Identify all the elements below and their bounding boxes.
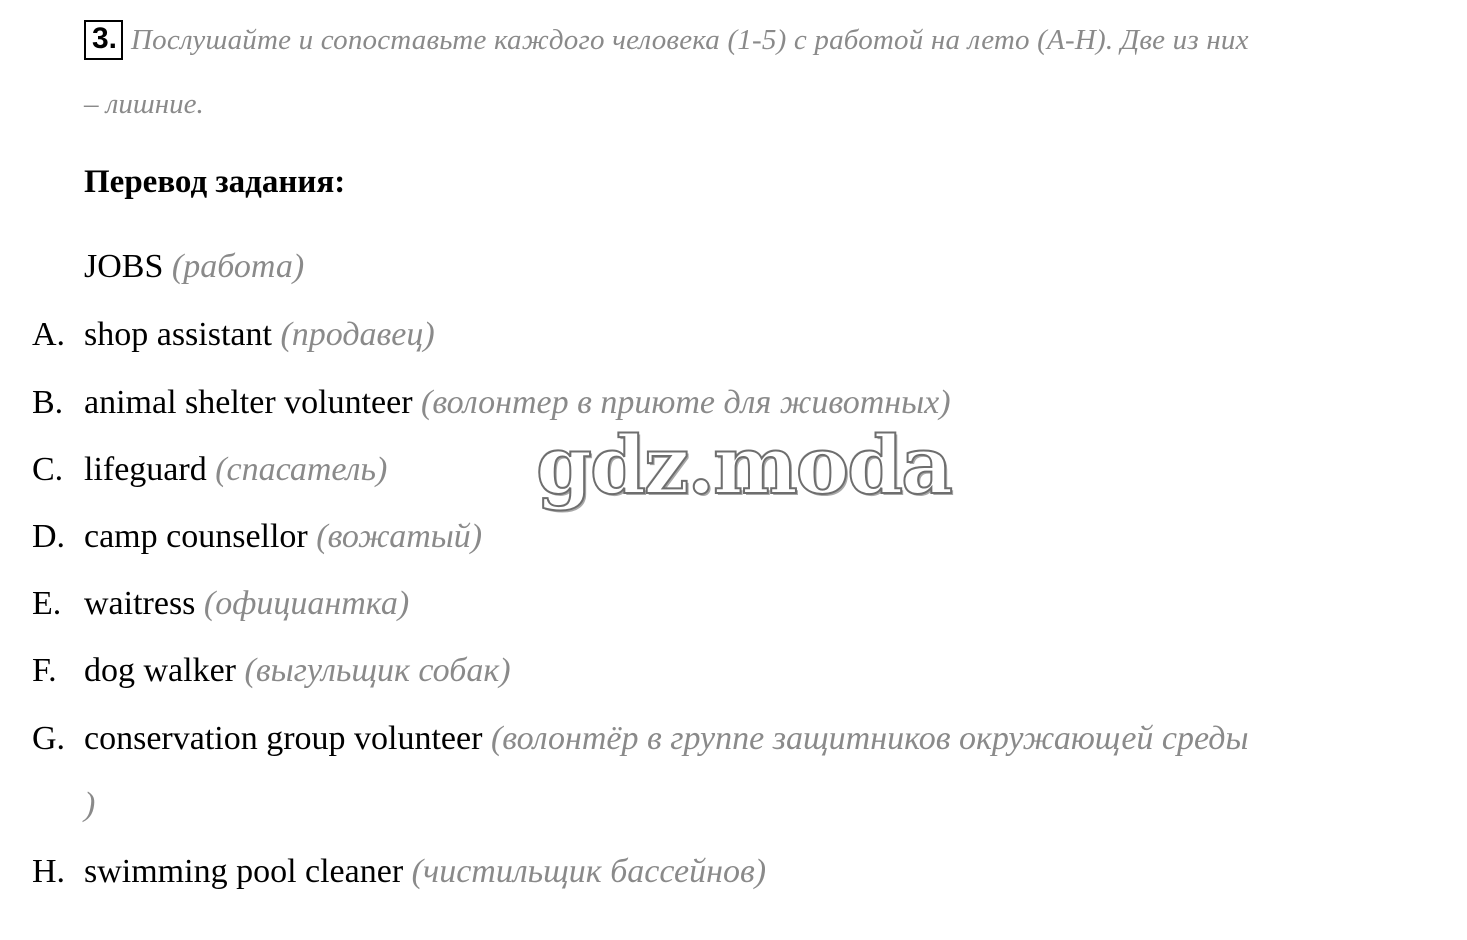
list-item xyxy=(32,720,1248,758)
item-letter: C. xyxy=(32,451,64,488)
item-ru: (чистильщик бассейнов) xyxy=(411,853,767,890)
jobs-title xyxy=(84,248,304,286)
item-letter: G. xyxy=(32,720,66,757)
item-en: dog walker xyxy=(84,652,237,689)
item-ru: (вожатый) xyxy=(316,518,483,555)
item-ru: (продавец) xyxy=(280,316,435,353)
item-letter: A. xyxy=(32,316,66,353)
task-instruction-continuation: – лишние. xyxy=(84,88,204,120)
item-en: animal shelter volunteer xyxy=(84,384,413,421)
item-en: shop assistant xyxy=(84,316,272,353)
item-ru: (официантка) xyxy=(203,585,410,622)
watermark-logo: gdz.moda xyxy=(536,418,951,512)
jobs-title-ru: (работа) xyxy=(171,248,305,285)
item-ru-continuation: ) xyxy=(84,786,96,823)
item-letter: H. xyxy=(32,853,66,890)
item-en: waitress xyxy=(84,585,196,622)
item-en: lifeguard xyxy=(84,451,207,488)
list-item xyxy=(32,585,409,623)
task-number: 3. xyxy=(84,20,123,60)
list-item xyxy=(32,652,511,690)
item-en: conservation group volunteer xyxy=(84,720,483,757)
list-item xyxy=(32,451,387,489)
list-item xyxy=(32,316,435,354)
list-item xyxy=(32,518,482,556)
task-instruction-text: Послушайте и сопоставьте каждого человека (1-5) с работой на лето (A-H). Две из них xyxy=(131,23,1249,56)
item-letter: D. xyxy=(32,518,66,555)
list-item xyxy=(32,853,766,891)
item-ru: (волонтер в приюте для животных) xyxy=(421,384,951,421)
jobs-title-en: JOBS xyxy=(84,248,164,285)
translation-heading: Перевод задания: xyxy=(84,164,346,200)
item-ru: (волонтёр в группе защитников окружающей среды xyxy=(490,720,1249,757)
item-letter: F. xyxy=(32,652,57,689)
item-ru: (спасатель) xyxy=(215,451,388,488)
task-instruction xyxy=(84,20,1424,60)
item-letter: E. xyxy=(32,585,62,622)
item-en: swimming pool cleaner xyxy=(84,853,404,890)
item-letter: B. xyxy=(32,384,64,421)
item-en: camp counsellor xyxy=(84,518,308,555)
list-item xyxy=(32,384,951,422)
item-ru: (выгульщик собак) xyxy=(244,652,511,689)
